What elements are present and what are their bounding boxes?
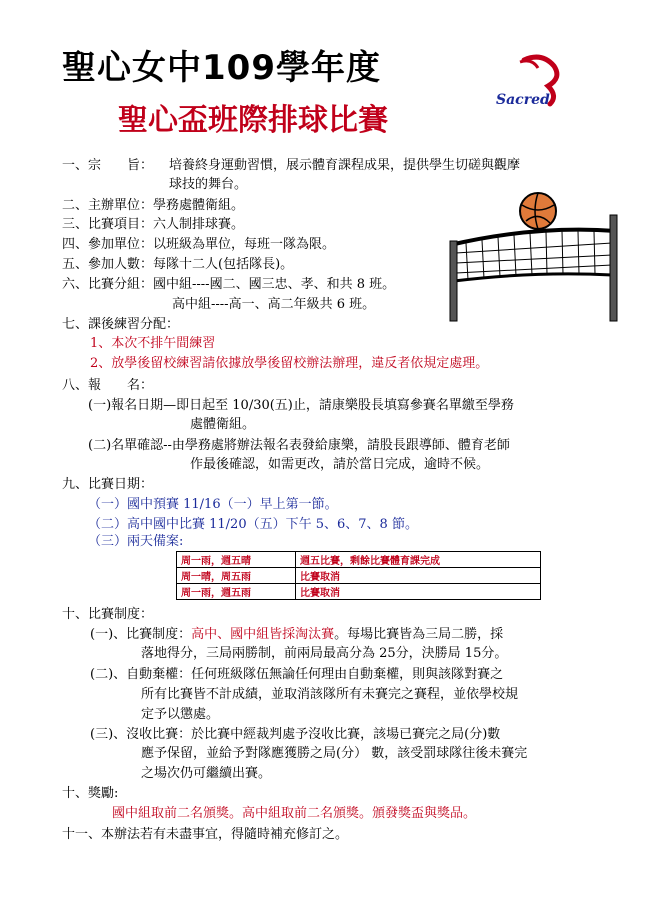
section-10-item-3-cont2: 之場次仍可繼續出賽。: [141, 766, 272, 781]
section-7-item-2: 2、放學後留校練習請依據放學後留校辦法辦理，違反者依規定處理。: [90, 356, 489, 371]
table-cell: 周一雨，週五晴: [177, 552, 296, 568]
section-11-title: 十、獎勵:: [62, 786, 119, 801]
section-10-item-2: (二)、自動棄權：任何班級隊伍無論任何理由自動棄權，則與該隊對賽之: [90, 667, 504, 682]
section-10-item-1-highlight: 高中、國中組皆採淘汰賽: [191, 627, 335, 642]
section-9-title: 九、比賽日期：: [62, 477, 154, 492]
section-6-cont: 高中組----高一、高二年級共 6 班。: [172, 297, 376, 312]
section-10-item-1-label: (一)、比賽制度：: [90, 627, 192, 642]
section-10-item-2-cont2: 定予以懲處。: [141, 707, 220, 722]
section-1-text: 培養終身運動習慣，展示體育課程成果，提供學生切磋與觀摩: [169, 158, 521, 173]
section-9-item-2: （二）高中國中比賽 11/20（五）下午 5、6、7、8 節。: [88, 517, 418, 532]
section-5: 五、參加人數：每隊十二人(包括隊長)。: [62, 257, 294, 272]
section-9-item-3: （三）兩天備案:: [88, 534, 184, 549]
section-7-item-1: 1、本次不排午間練習: [90, 336, 216, 351]
section-8-item-1-cont: 處體衛組。: [190, 417, 256, 432]
section-10-title: 十、比賽制度：: [62, 607, 154, 622]
table-row: [177, 568, 541, 584]
logo-text: Sacred: [496, 92, 550, 108]
section-6: 六、比賽分組：國中組----國二、國三忠、孝、和共 8 班。: [62, 277, 396, 292]
table-cell: 週五比賽，剩餘比賽體育課完成: [296, 552, 541, 568]
section-10-item-3: (三)、沒收比賽：於比賽中經裁判處予沒收比賽，該場已賽完之局(分)數: [90, 727, 501, 742]
section-2: 二、主辦單位：學務處體衛組。: [62, 198, 245, 213]
table-cell: 周一雨，週五雨: [177, 584, 296, 600]
section-1-label: 一、宗 旨：: [62, 158, 154, 173]
section-10-item-2-cont: 所有比賽皆不計成績，並取消該隊所有未賽完之賽程，並依學校規: [141, 687, 519, 702]
table-cell: 周一晴，周五雨: [177, 568, 296, 584]
section-8-title: 八、報 名：: [62, 378, 154, 393]
section-4: 四、參加單位：以班級為單位，每班一隊為限。: [62, 237, 336, 252]
sacred-heart-logo-icon: [494, 52, 570, 116]
table-row: [177, 584, 541, 600]
table-cell: 比賽取消: [296, 584, 541, 600]
section-10-item-1: [90, 626, 503, 644]
section-8-item-2: (二)名單確認--由學務處將辦法報名表發給康樂，請股長跟導師、體育老師: [88, 438, 510, 453]
section-10-item-1-rest: 。每場比賽皆為三局二勝，採: [334, 627, 504, 642]
section-10-item-1-cont: 落地得分，三局兩勝制，前兩局最高分為 25分，決勝局 15分。: [141, 646, 508, 661]
section-3: 三、比賽項目：六人制排球賽。: [62, 217, 245, 232]
section-7-title: 七、課後練習分配：: [62, 317, 180, 332]
document-subtitle: 聖心盃班際排球比賽: [118, 103, 388, 138]
backup-plan-table: [176, 551, 541, 600]
section-8-item-2-cont: 作最後確認，如需更改，請於當日完成，逾時不候。: [190, 457, 490, 472]
table-cell: 比賽取消: [296, 568, 541, 584]
section-11-text: 國中組取前二名頒獎。高中組取前二名頒獎。頒發獎盃與獎品。: [112, 806, 477, 821]
document-title: 聖心女中109學年度: [62, 48, 381, 88]
section-12: 十一、本辦法若有未盡事宜，得隨時補充修訂之。: [62, 827, 349, 842]
section-9-item-1: （一）國中預賽 11/16（一）早上第一節。: [88, 497, 338, 512]
section-1-text-cont: 球技的舞台。: [169, 177, 248, 192]
volleyball-net-icon: [446, 185, 626, 325]
section-8-item-1: (一)報名日期—即日起至 10/30(五)止，請康樂股長填寫參賽名單繳至學務: [88, 398, 514, 413]
section-10-item-3-cont: 應予保留，並給予對隊應獲勝之局(分） 數，該受罰球隊往後未賽完: [141, 746, 528, 761]
table-row: [177, 552, 541, 568]
